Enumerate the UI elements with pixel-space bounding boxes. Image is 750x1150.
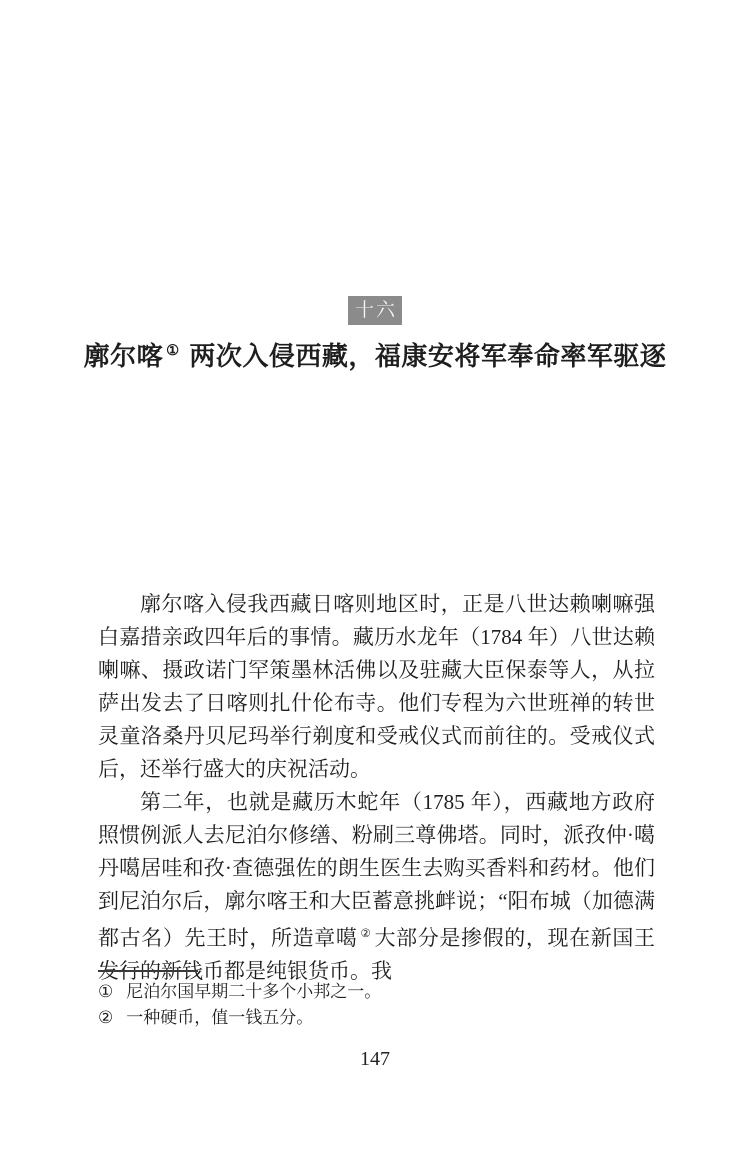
chapter-title-text-rest: 两次入侵西藏，福康安将军奉命率军驱逐 bbox=[182, 342, 667, 371]
paragraph-2-text-rest: 大部分是掺假的，现在新国王发行的新钱币都是纯银货币。我 bbox=[98, 926, 656, 983]
footnote-item bbox=[98, 1005, 655, 1031]
chapter-title bbox=[0, 336, 750, 373]
chapter-number-badge: 十六 bbox=[348, 296, 402, 325]
paragraph-2 bbox=[98, 786, 655, 988]
paragraph-2-text-start: 第二年，也就是藏历木蛇年（1785 年），西藏地方政府照惯例派人去尼泊尔修缮、粉刷三尊佛塔。同时，派孜仲·噶丹噶居哇和孜·查德强佐的朗生医生去购买香料和药材。他们到尼泊尔后，廓尔喀王和大臣蓄意挑衅说；“阳布城（加德满都古名）先王时，所造章噶 bbox=[98, 790, 655, 950]
footnote-marker: ② bbox=[98, 1008, 114, 1027]
footnote-text: 尼泊尔国早期二十多个小邦之一。 bbox=[126, 982, 382, 1001]
footnote-divider bbox=[98, 970, 198, 972]
footnote-ref-2: ② bbox=[360, 928, 372, 940]
page-number: 147 bbox=[360, 1048, 390, 1070]
footnote-text: 一种硬币，值一钱五分。 bbox=[126, 1008, 314, 1027]
footnote-marker: ① bbox=[98, 982, 114, 1001]
chapter-title-text-start: 廓尔喀 bbox=[83, 342, 164, 371]
footnote-ref-1: ① bbox=[166, 343, 180, 360]
footnote-item bbox=[98, 979, 655, 1005]
body-text bbox=[98, 588, 655, 988]
paragraph-1: 廓尔喀入侵我西藏日喀则地区时，正是八世达赖喇嘛强白嘉措亲政四年后的事情。藏历水龙年（1784 年）八世达赖喇嘛、摄政诺门罕策墨林活佛以及驻藏大臣保泰等人，从拉萨出发去了日喀则扎什伦布寺。他们专程为六世班禅的转世灵童洛桑丹贝尼玛举行剃度和受戒仪式而前往的。受戒仪式后，还举行盛大的庆祝活动。 bbox=[98, 592, 655, 781]
footnotes-block bbox=[98, 970, 655, 1031]
